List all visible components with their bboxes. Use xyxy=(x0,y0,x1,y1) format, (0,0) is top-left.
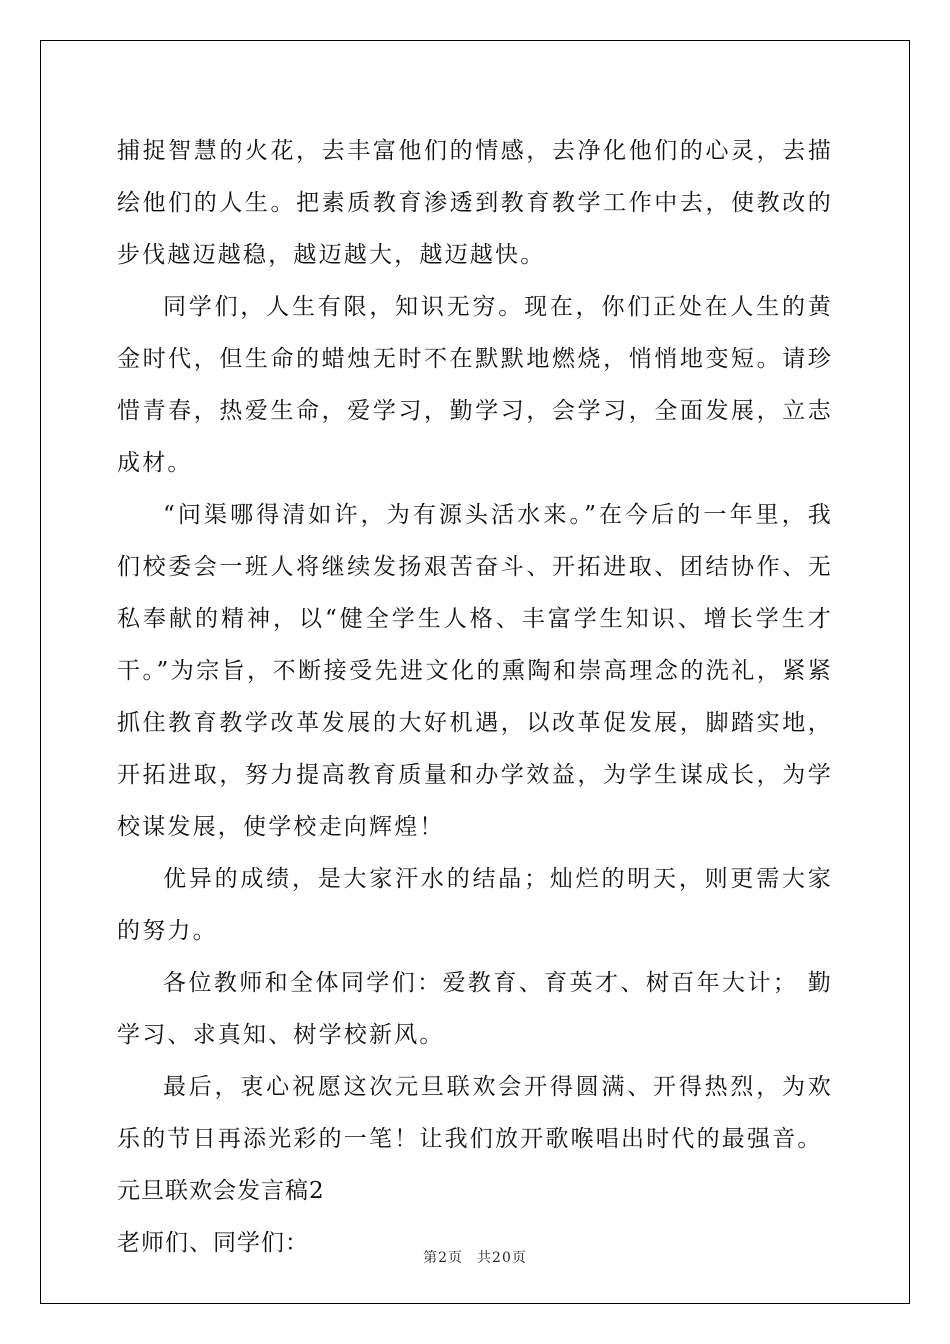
paragraph: “问渠哪得清如许，为有源头活水来。”在今后的一年里，我们校委会一班人将继续发扬艰苦奋斗、开拓进取、团结协作、无私奉献的精神，以“健全学生人格、丰富学生知识、增长学生才干。”为宗旨，不断接受先进文化的熏陶和崇高理念的洗礼，紧紧抓住教育教学改革发展的大好机遇，以改革促发展，脚踏实地，开拓进取，努力提高教育质量和办学效益，为学生谋成长，为学校谋发展，使学校走向辉煌！ xyxy=(117,502,833,840)
paragraph: 捕捉智慧的火花，去丰富他们的情感，去净化他们的心灵，去描绘他们的人生。把素质教育渗透到教育教学工作中去，使教改的步伐越迈越稳，越迈越大，越迈越快。 xyxy=(117,138,833,268)
paragraph: 优异的成绩，是大家汗水的结晶；灿烂的明天，则更需大家的努力。 xyxy=(117,866,833,944)
paragraph: 同学们，人生有限，知识无穷。现在，你们正处在人生的黄金时代，但生命的蜡烛无时不在默默地燃烧，悄悄地变短。请珍惜青春，热爱生命，爱学习，勤学习，会学习，全面发展，立志成材。 xyxy=(117,294,833,476)
paragraph: 最后，衷心祝愿这次元旦联欢会开得圆满、开得热烈，为欢乐的节日再添光彩的一笔！让我们放开歌喉唱出时代的最强音。 xyxy=(117,1074,833,1152)
salutation: 老师们、同学们： xyxy=(117,1230,309,1256)
section-title: 元旦联欢会发言稿2 xyxy=(117,1178,325,1204)
page-total: 共20页 xyxy=(477,1250,527,1266)
paragraph: 各位教师和全体同学们：爱教育、育英才、树百年大计； 勤学习、求真知、树学校新风。 xyxy=(117,970,833,1048)
document-body xyxy=(117,125,833,1269)
page-number: 第2页 xyxy=(423,1250,464,1266)
page-footer xyxy=(0,1247,950,1267)
